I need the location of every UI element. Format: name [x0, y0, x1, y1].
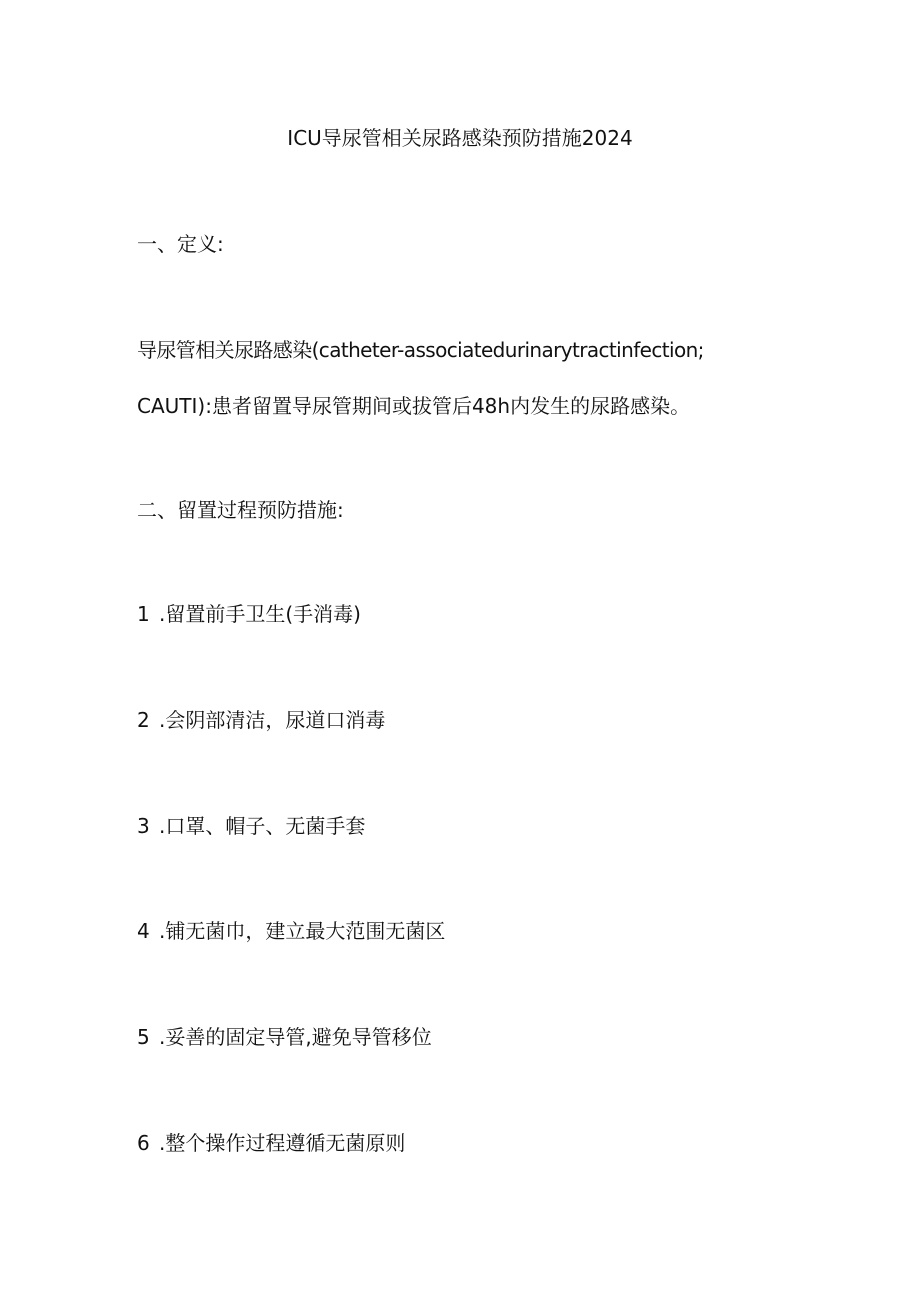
list-item-number: 4: [137, 919, 150, 943]
list-item: [137, 1024, 432, 1050]
list-item-text: .口罩、帽子、无菌手套: [159, 814, 366, 838]
list-item-number: 6: [137, 1131, 150, 1155]
list-item: [137, 1130, 405, 1156]
section-heading-measures: 二、留置过程预防措施:: [137, 498, 344, 522]
list-item: [137, 813, 365, 839]
definition-line-2: CAUTI):患者留置导尿管期间或拔管后48h内发生的尿路感染。: [137, 394, 691, 418]
definition-line-1: 导尿管相关尿路感染(catheter-associatedurinarytractinfection;: [137, 338, 704, 362]
list-item-number: 3: [137, 814, 150, 838]
list-item-text: .留置前手卫生(手消毒): [159, 602, 361, 626]
list-item: [137, 707, 385, 733]
list-item: [137, 601, 361, 627]
list-item-number: 1: [137, 602, 150, 626]
list-item-text: .会阴部清洁，尿道口消毒: [159, 708, 386, 732]
list-item-text: .妥善的固定导管,避免导管移位: [159, 1025, 432, 1049]
list-item: [137, 918, 445, 944]
section-heading-definition: 一、定义:: [137, 232, 224, 256]
list-item-number: 5: [137, 1025, 150, 1049]
list-item-text: .整个操作过程遵循无菌原则: [159, 1131, 406, 1155]
document-title: ICU导尿管相关尿路感染预防措施2024: [287, 126, 633, 150]
list-item-text: .铺无菌巾，建立最大范围无菌区: [159, 919, 446, 943]
list-item-number: 2: [137, 708, 150, 732]
